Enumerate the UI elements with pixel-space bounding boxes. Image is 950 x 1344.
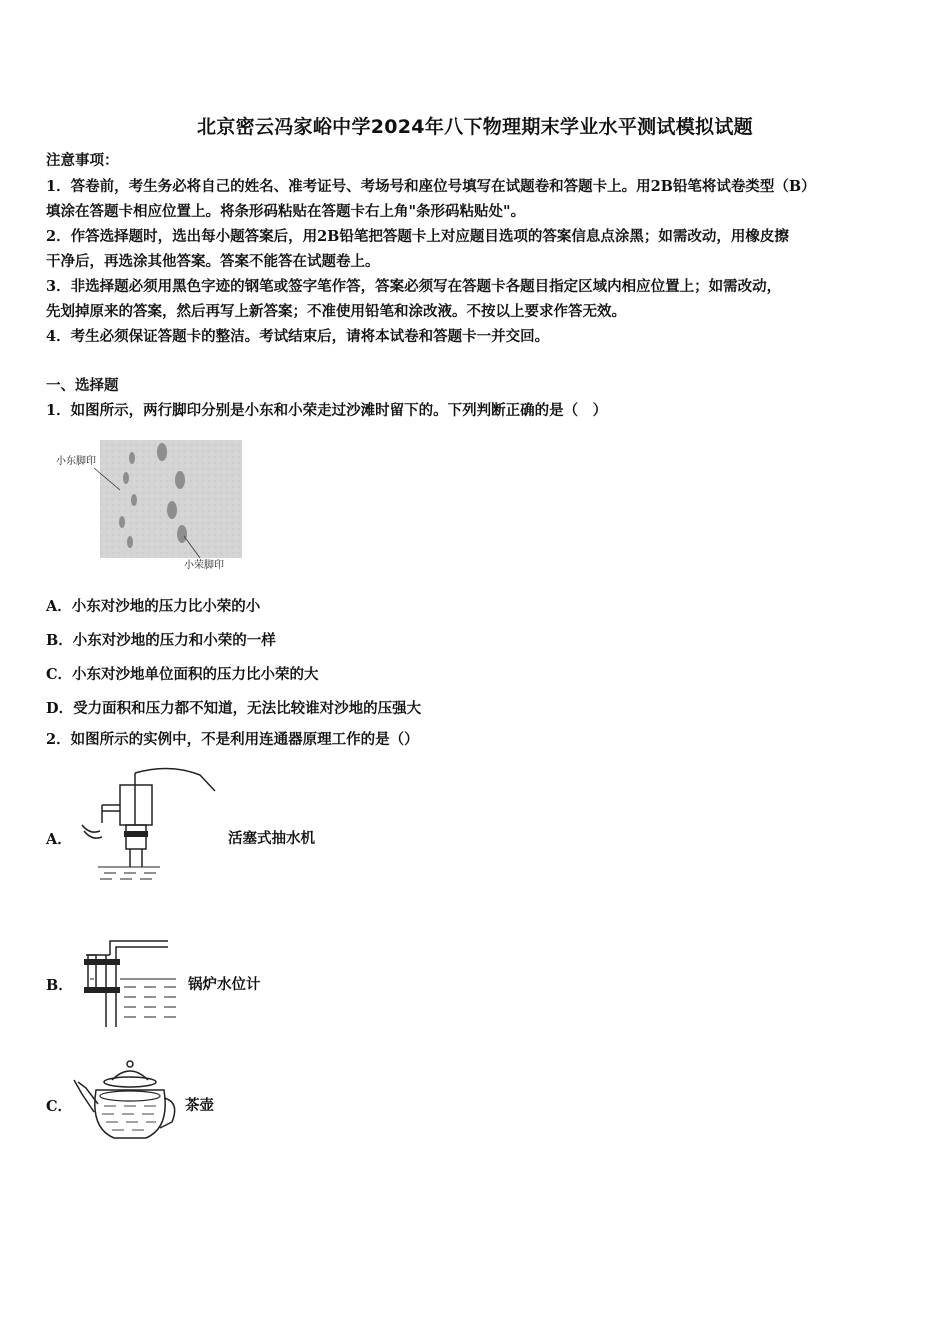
question-1-option-d: D．受力面积和压力都不知道，无法比较谁对沙地的压强大 <box>46 700 422 717</box>
teapot-figure <box>72 1058 182 1148</box>
boiler-gauge-figure <box>80 935 185 1035</box>
question-2-option-a-label: 活塞式抽水机 <box>228 830 315 847</box>
question-2-stem: 2．如图所示的实例中，不是利用连通器原理工作的是（） <box>46 731 419 748</box>
section-heading: 一、选择题 <box>46 377 119 394</box>
page-title: 北京密云冯家峪中学2024年八下物理期末学业水平测试模拟试题 <box>197 116 753 138</box>
question-1-option-b: B．小东对沙地的压力和小荣的一样 <box>46 632 276 649</box>
figure-label: 小东脚印 <box>56 456 96 467</box>
question-2-option-c-letter: C． <box>46 1098 73 1115</box>
notice-line: 3．非选择题必须用黑色字迹的钢笔或签字笔作答，答案必须写在答题卡各题目指定区域内相应位置上；如需改动， <box>46 278 782 295</box>
question-2-option-b-letter: B． <box>46 977 73 994</box>
question-1-option-a: A．小东对沙地的压力比小荣的小 <box>46 598 261 615</box>
figure-label: 小荣脚印 <box>184 560 224 571</box>
notice-line: 干净后，再选涂其他答案。答案不能答在试题卷上。 <box>46 253 380 270</box>
notice-heading: 注意事项： <box>46 152 119 169</box>
notice-line: 填涂在答题卡相应位置上。将条形码粘贴在答题卡右上角"条形码粘贴处"。 <box>46 203 526 220</box>
question-2-option-c-label: 茶壶 <box>185 1097 214 1114</box>
question-2-option-b-label: 锅炉水位计 <box>188 976 261 993</box>
notice-line: 先划掉原来的答案，然后再写上新答案；不准使用铅笔和涂改液。不按以上要求作答无效。 <box>46 303 626 320</box>
notice-line: 2．作答选择题时，选出每小题答案后，用2B铅笔把答题卡上对应题目选项的答案信息点涂黑；如需改动，用橡皮擦 <box>46 228 789 245</box>
notice-line: 1．答卷前，考生务必将自己的姓名、准考证号、考场号和座位号填写在试题卷和答题卡上。用2B铅笔将试卷类型（B） <box>46 178 816 195</box>
footprint-figure <box>52 438 222 573</box>
question-2-option-a-letter: A． <box>46 831 72 848</box>
notice-line: 4．考生必须保证答题卡的整洁。考试结束后，请将本试卷和答题卡一并交回。 <box>46 328 550 345</box>
question-1-option-c: C．小东对沙地单位面积的压力比小荣的大 <box>46 666 319 683</box>
piston-pump-figure <box>80 765 225 885</box>
question-1-stem: 1．如图所示，两行脚印分别是小东和小荣走过沙滩时留下的。下列判断正确的是（ ） <box>46 402 608 419</box>
